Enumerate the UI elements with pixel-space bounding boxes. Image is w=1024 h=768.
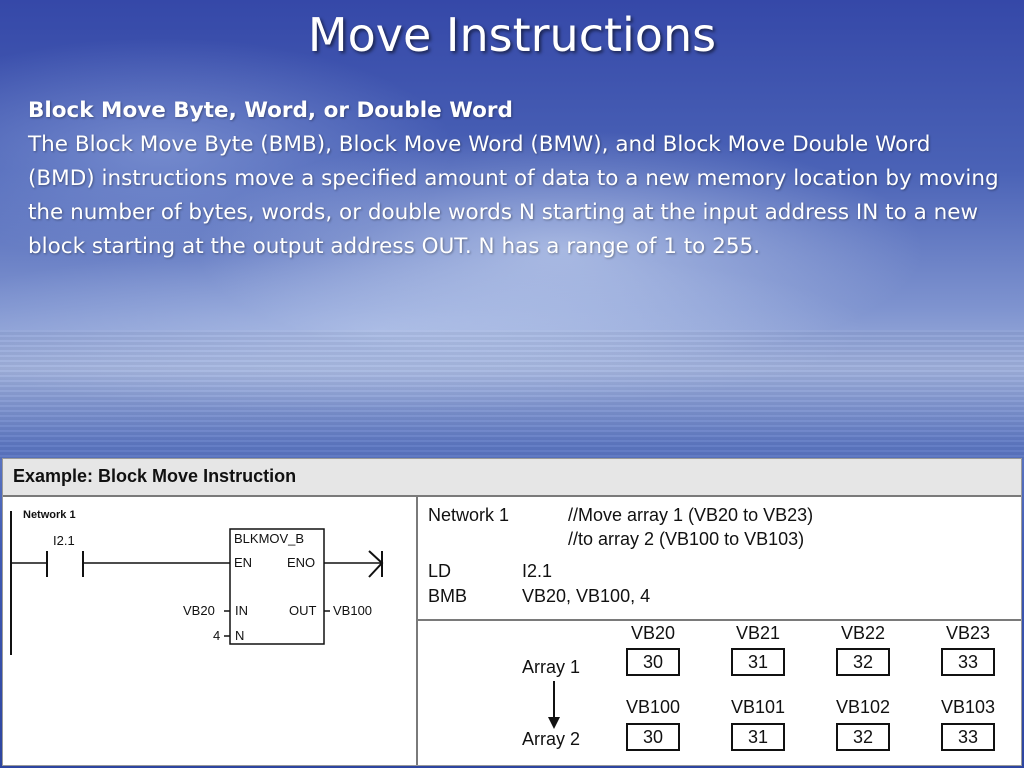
slide-body bbox=[28, 94, 1003, 264]
array-2-cell: 30 bbox=[626, 723, 680, 751]
stl-listing bbox=[418, 497, 1021, 621]
in-pin: IN bbox=[235, 603, 248, 618]
slide-title: Move Instructions bbox=[307, 8, 717, 62]
stl-op-2: BMB bbox=[428, 586, 468, 606]
background-sea bbox=[0, 330, 1024, 460]
array-2-addr: VB101 bbox=[730, 697, 786, 717]
down-arrow-icon bbox=[544, 681, 564, 731]
section-heading: Block Move Byte, Word, or Double Word bbox=[28, 98, 513, 123]
block-name: BLKMOV_B bbox=[234, 531, 305, 546]
array-1-addr: VB20 bbox=[630, 623, 676, 643]
ladder-network-label: Network 1 bbox=[23, 509, 76, 521]
array-2-addr: VB102 bbox=[835, 697, 891, 717]
stl-arg-2: VB20, VB100, 4 bbox=[522, 586, 651, 606]
array-2-cell: 32 bbox=[836, 723, 890, 751]
array-2-addr: VB103 bbox=[940, 697, 996, 717]
array-2-cell: 33 bbox=[941, 723, 995, 751]
stl-op-1: LD bbox=[428, 561, 452, 581]
array-1-addr: VB23 bbox=[945, 623, 991, 643]
stl-comment-2: //to array 2 (VB100 to VB103) bbox=[568, 529, 805, 549]
out-pin: OUT bbox=[289, 603, 317, 618]
n-pin: N bbox=[235, 628, 245, 643]
example-title: Example: Block Move Instruction bbox=[3, 459, 1021, 497]
stl-comment-1: //Move array 1 (VB20 to VB23) bbox=[568, 505, 814, 525]
array-2-label: Array 2 bbox=[522, 729, 581, 749]
array-2-cell: 31 bbox=[731, 723, 785, 751]
array-2-addr: VB100 bbox=[625, 697, 681, 717]
body-paragraph: The Block Move Byte (BMB), Block Move Word (BMW), and Block Move Double Word (BMD) instructions move a specified amount of data to a new memory location by moving the number of bytes, words, or double words N starting at the input address IN to a new block starting at the output address OUT. N has a range of 1 to 255. bbox=[28, 132, 999, 259]
array-1-addr: VB22 bbox=[840, 623, 886, 643]
in-operand: VB20 bbox=[183, 603, 215, 618]
en-pin: EN bbox=[234, 555, 253, 570]
array-1-cell: 31 bbox=[731, 648, 785, 676]
contact-label: I2.1 bbox=[53, 533, 75, 548]
eno-pin: ENO bbox=[287, 555, 316, 570]
array-1-cell: 30 bbox=[626, 648, 680, 676]
array-diagram bbox=[418, 621, 1021, 765]
array-1-label: Array 1 bbox=[522, 657, 581, 677]
example-panel bbox=[2, 458, 1022, 766]
out-operand: VB100 bbox=[333, 603, 373, 618]
array-1-cell: 32 bbox=[836, 648, 890, 676]
n-operand: 4 bbox=[213, 628, 221, 643]
stl-arg-1: I2.1 bbox=[522, 561, 553, 581]
stl-network: Network 1 bbox=[428, 505, 510, 525]
array-1-addr: VB21 bbox=[735, 623, 781, 643]
ladder-diagram bbox=[3, 497, 418, 765]
array-1-cell: 33 bbox=[941, 648, 995, 676]
